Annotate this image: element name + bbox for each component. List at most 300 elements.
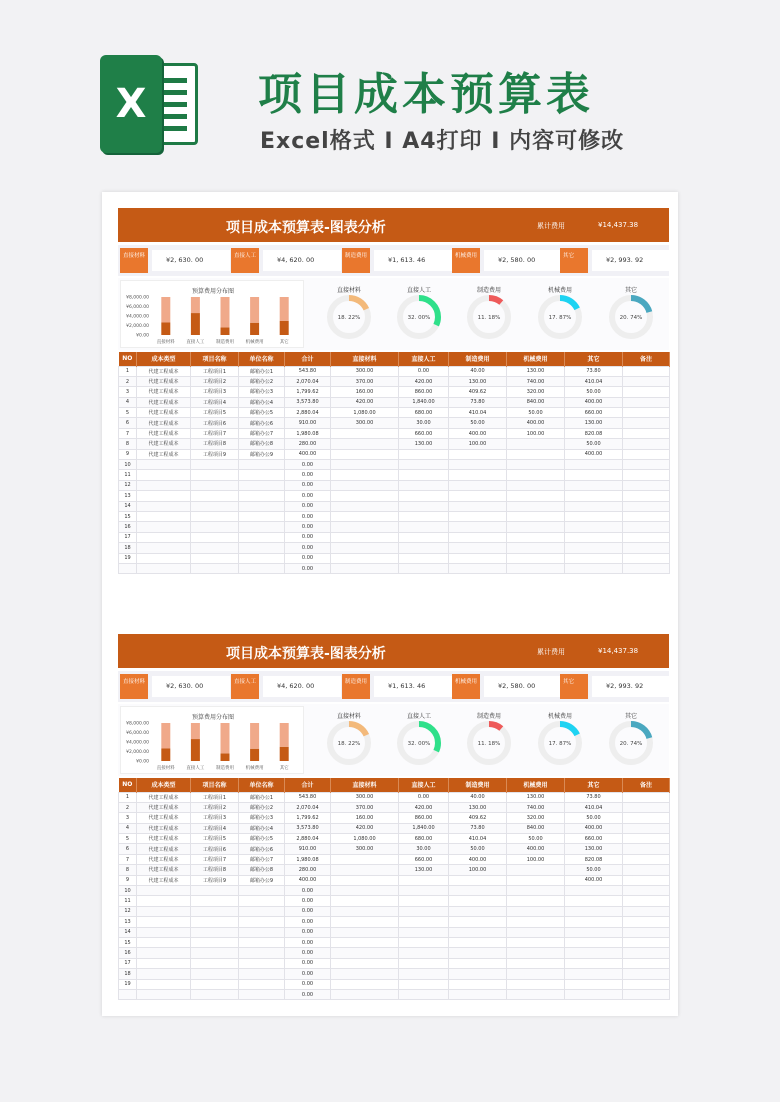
table-cell[interactable]: 17	[119, 958, 137, 968]
table-cell[interactable]: 代建工程成本	[137, 802, 191, 812]
table-cell[interactable]: 2	[119, 802, 137, 812]
table-cell[interactable]: 130.00	[449, 376, 507, 386]
table-cell[interactable]: 13	[119, 491, 137, 501]
table-cell[interactable]	[331, 449, 399, 459]
table-cell[interactable]: 工程项目7	[191, 428, 239, 438]
table-cell[interactable]	[507, 522, 565, 532]
table-cell[interactable]	[239, 491, 285, 501]
table-cell[interactable]	[239, 511, 285, 521]
table-cell[interactable]	[623, 387, 670, 397]
table-cell[interactable]	[239, 563, 285, 573]
table-cell[interactable]	[331, 886, 399, 896]
table-cell[interactable]: 1,799.62	[285, 387, 331, 397]
table-cell[interactable]	[565, 989, 623, 999]
table-cell[interactable]	[623, 470, 670, 480]
table-cell[interactable]: 400.00	[565, 449, 623, 459]
table-cell[interactable]	[331, 927, 399, 937]
table-cell[interactable]: 130.00	[399, 439, 449, 449]
table-cell[interactable]: 30.00	[399, 418, 449, 428]
table-cell[interactable]: 660.00	[565, 834, 623, 844]
table-cell[interactable]: 工程项目4	[191, 823, 239, 833]
table-cell[interactable]: 0.00	[285, 989, 331, 999]
table-cell[interactable]	[507, 865, 565, 875]
table-cell[interactable]: 8	[119, 439, 137, 449]
table-cell[interactable]: 910.00	[285, 418, 331, 428]
table-cell[interactable]	[137, 969, 191, 979]
table-cell[interactable]	[623, 501, 670, 511]
table-cell[interactable]	[507, 532, 565, 542]
table-cell[interactable]: 0.00	[285, 937, 331, 947]
table-cell[interactable]: 0.00	[285, 491, 331, 501]
table-cell[interactable]: 660.00	[399, 428, 449, 438]
table-cell[interactable]: 邮箱办公8	[239, 439, 285, 449]
table-cell[interactable]: 邮箱办公6	[239, 418, 285, 428]
table-cell[interactable]	[565, 917, 623, 927]
table-cell[interactable]: 130.00	[399, 865, 449, 875]
table-cell[interactable]: 130.00	[565, 844, 623, 854]
table-cell[interactable]	[137, 948, 191, 958]
table-cell[interactable]	[449, 460, 507, 470]
table-cell[interactable]	[449, 449, 507, 459]
table-cell[interactable]	[507, 511, 565, 521]
table-cell[interactable]	[399, 906, 449, 916]
table-cell[interactable]	[507, 439, 565, 449]
table-cell[interactable]	[399, 470, 449, 480]
table-cell[interactable]	[623, 522, 670, 532]
table-cell[interactable]: 邮箱办公9	[239, 449, 285, 459]
table-cell[interactable]	[331, 532, 399, 542]
table-cell[interactable]: 320.00	[507, 387, 565, 397]
table-cell[interactable]	[239, 896, 285, 906]
table-cell[interactable]: 邮箱办公4	[239, 397, 285, 407]
table-cell[interactable]: 0.00	[285, 906, 331, 916]
table-cell[interactable]: 840.00	[507, 397, 565, 407]
table-cell[interactable]	[399, 553, 449, 563]
table-cell[interactable]	[507, 449, 565, 459]
table-cell[interactable]	[331, 501, 399, 511]
table-cell[interactable]: 3,573.80	[285, 397, 331, 407]
table-cell[interactable]: 73.80	[449, 397, 507, 407]
table-cell[interactable]: 3	[119, 813, 137, 823]
table-cell[interactable]	[399, 948, 449, 958]
table-cell[interactable]	[449, 979, 507, 989]
table-cell[interactable]	[565, 543, 623, 553]
table-cell[interactable]	[137, 543, 191, 553]
table-cell[interactable]	[331, 958, 399, 968]
table-cell[interactable]: 邮箱办公2	[239, 802, 285, 812]
table-cell[interactable]	[191, 896, 239, 906]
table-cell[interactable]	[565, 948, 623, 958]
table-cell[interactable]: 73.80	[565, 792, 623, 802]
table-cell[interactable]	[623, 823, 670, 833]
table-cell[interactable]: 680.00	[399, 834, 449, 844]
table-cell[interactable]: 19	[119, 979, 137, 989]
table-cell[interactable]	[623, 927, 670, 937]
table-cell[interactable]: 400.00	[285, 875, 331, 885]
table-cell[interactable]: 工程项目7	[191, 854, 239, 864]
table-cell[interactable]: 100.00	[507, 854, 565, 864]
table-cell[interactable]: 工程项目9	[191, 449, 239, 459]
table-cell[interactable]: 0.00	[285, 501, 331, 511]
table-cell[interactable]: 40.00	[449, 792, 507, 802]
table-cell[interactable]	[507, 470, 565, 480]
table-cell[interactable]: 1,840.00	[399, 397, 449, 407]
table-cell[interactable]	[399, 522, 449, 532]
table-cell[interactable]	[623, 480, 670, 490]
table-cell[interactable]	[399, 979, 449, 989]
table-cell[interactable]	[623, 969, 670, 979]
table-cell[interactable]: 410.04	[449, 408, 507, 418]
table-cell[interactable]: 50.00	[449, 844, 507, 854]
table-cell[interactable]: 400.00	[285, 449, 331, 459]
table-cell[interactable]	[239, 927, 285, 937]
table-cell[interactable]: 17	[119, 532, 137, 542]
table-cell[interactable]: 420.00	[331, 397, 399, 407]
table-cell[interactable]	[449, 875, 507, 885]
table-cell[interactable]	[399, 532, 449, 542]
table-cell[interactable]: 1	[119, 792, 137, 802]
table-cell[interactable]	[137, 522, 191, 532]
table-cell[interactable]: 73.80	[449, 823, 507, 833]
table-cell[interactable]	[449, 543, 507, 553]
table-cell[interactable]	[623, 834, 670, 844]
table-cell[interactable]	[565, 937, 623, 947]
table-cell[interactable]: 工程项目2	[191, 802, 239, 812]
table-cell[interactable]: 0.00	[285, 886, 331, 896]
table-cell[interactable]	[449, 470, 507, 480]
table-cell[interactable]	[507, 501, 565, 511]
table-cell[interactable]: 740.00	[507, 802, 565, 812]
table-cell[interactable]: 0.00	[399, 792, 449, 802]
table-cell[interactable]	[137, 927, 191, 937]
table-cell[interactable]: 840.00	[507, 823, 565, 833]
table-cell[interactable]	[623, 989, 670, 999]
table-cell[interactable]	[565, 532, 623, 542]
table-cell[interactable]: 410.04	[565, 802, 623, 812]
table-cell[interactable]: 1,080.00	[331, 834, 399, 844]
table-cell[interactable]	[331, 865, 399, 875]
table-cell[interactable]: 543.80	[285, 792, 331, 802]
table-cell[interactable]	[623, 813, 670, 823]
table-cell[interactable]: 邮箱办公1	[239, 366, 285, 376]
table-cell[interactable]	[623, 511, 670, 521]
table-cell[interactable]	[137, 979, 191, 989]
table-cell[interactable]	[623, 917, 670, 927]
table-cell[interactable]: 邮箱办公5	[239, 834, 285, 844]
table-cell[interactable]: 320.00	[507, 813, 565, 823]
table-cell[interactable]: 0.00	[285, 553, 331, 563]
table-cell[interactable]	[137, 886, 191, 896]
table-cell[interactable]: 邮箱办公1	[239, 792, 285, 802]
table-cell[interactable]: 7	[119, 854, 137, 864]
table-cell[interactable]: 400.00	[565, 875, 623, 885]
table-cell[interactable]: 130.00	[565, 418, 623, 428]
table-cell[interactable]	[191, 989, 239, 999]
table-cell[interactable]: 130.00	[507, 792, 565, 802]
table-cell[interactable]: 543.80	[285, 366, 331, 376]
table-cell[interactable]: 409.62	[449, 813, 507, 823]
table-cell[interactable]	[239, 948, 285, 958]
table-cell[interactable]	[623, 491, 670, 501]
table-cell[interactable]: 1,799.62	[285, 813, 331, 823]
table-cell[interactable]	[399, 543, 449, 553]
table-cell[interactable]	[623, 408, 670, 418]
table-cell[interactable]	[507, 958, 565, 968]
table-cell[interactable]	[449, 937, 507, 947]
table-cell[interactable]	[449, 532, 507, 542]
table-cell[interactable]: 300.00	[331, 792, 399, 802]
table-cell[interactable]: 代建工程成本	[137, 875, 191, 885]
table-cell[interactable]: 11	[119, 896, 137, 906]
table-cell[interactable]: 13	[119, 917, 137, 927]
table-cell[interactable]: 1,840.00	[399, 823, 449, 833]
table-cell[interactable]: 工程项目3	[191, 813, 239, 823]
table-cell[interactable]	[331, 937, 399, 947]
table-cell[interactable]	[331, 543, 399, 553]
table-cell[interactable]	[137, 906, 191, 916]
table-cell[interactable]: 工程项目6	[191, 418, 239, 428]
table-cell[interactable]	[623, 553, 670, 563]
table-cell[interactable]	[507, 906, 565, 916]
table-cell[interactable]	[191, 948, 239, 958]
table-cell[interactable]	[507, 969, 565, 979]
table-cell[interactable]	[449, 948, 507, 958]
table-cell[interactable]: 2,880.04	[285, 834, 331, 844]
table-cell[interactable]	[191, 917, 239, 927]
table-cell[interactable]	[399, 449, 449, 459]
table-cell[interactable]	[507, 927, 565, 937]
table-cell[interactable]	[623, 896, 670, 906]
table-cell[interactable]: 280.00	[285, 439, 331, 449]
table-cell[interactable]	[623, 792, 670, 802]
table-cell[interactable]: 1,980.08	[285, 428, 331, 438]
table-cell[interactable]: 50.00	[565, 813, 623, 823]
table-cell[interactable]: 400.00	[507, 844, 565, 854]
table-cell[interactable]	[449, 886, 507, 896]
table-cell[interactable]: 9	[119, 875, 137, 885]
table-cell[interactable]	[239, 886, 285, 896]
table-cell[interactable]: 工程项目3	[191, 387, 239, 397]
table-cell[interactable]: 0.00	[285, 511, 331, 521]
table-cell[interactable]: 410.04	[565, 376, 623, 386]
table-cell[interactable]	[449, 969, 507, 979]
table-cell[interactable]: 12	[119, 480, 137, 490]
table-cell[interactable]: 工程项目5	[191, 834, 239, 844]
table-cell[interactable]	[507, 948, 565, 958]
table-cell[interactable]	[191, 937, 239, 947]
table-cell[interactable]: 100.00	[449, 865, 507, 875]
table-cell[interactable]	[449, 511, 507, 521]
table-cell[interactable]: 代建工程成本	[137, 792, 191, 802]
table-cell[interactable]: 409.62	[449, 387, 507, 397]
table-cell[interactable]: 14	[119, 501, 137, 511]
table-cell[interactable]	[507, 896, 565, 906]
table-cell[interactable]	[449, 491, 507, 501]
table-cell[interactable]	[137, 563, 191, 573]
table-cell[interactable]: 910.00	[285, 844, 331, 854]
table-cell[interactable]: 10	[119, 886, 137, 896]
table-cell[interactable]	[623, 532, 670, 542]
table-cell[interactable]	[507, 875, 565, 885]
table-cell[interactable]: 73.80	[565, 366, 623, 376]
table-cell[interactable]: 邮箱办公7	[239, 428, 285, 438]
table-cell[interactable]	[191, 522, 239, 532]
table-cell[interactable]	[331, 854, 399, 864]
table-cell[interactable]	[239, 979, 285, 989]
table-cell[interactable]: 9	[119, 449, 137, 459]
table-cell[interactable]: 代建工程成本	[137, 823, 191, 833]
table-cell[interactable]	[623, 376, 670, 386]
table-cell[interactable]	[239, 460, 285, 470]
table-cell[interactable]	[399, 480, 449, 490]
table-cell[interactable]: 工程项目9	[191, 875, 239, 885]
table-cell[interactable]: 50.00	[507, 834, 565, 844]
table-cell[interactable]	[507, 460, 565, 470]
table-cell[interactable]: 代建工程成本	[137, 834, 191, 844]
table-cell[interactable]	[191, 927, 239, 937]
table-cell[interactable]	[191, 563, 239, 573]
table-cell[interactable]	[507, 989, 565, 999]
table-cell[interactable]	[239, 532, 285, 542]
table-cell[interactable]: 工程项目2	[191, 376, 239, 386]
table-cell[interactable]: 420.00	[399, 802, 449, 812]
table-cell[interactable]	[449, 917, 507, 927]
table-cell[interactable]	[623, 906, 670, 916]
table-cell[interactable]	[239, 958, 285, 968]
table-cell[interactable]	[239, 522, 285, 532]
table-cell[interactable]: 工程项目4	[191, 397, 239, 407]
table-cell[interactable]	[239, 543, 285, 553]
table-cell[interactable]: 0.00	[285, 460, 331, 470]
table-cell[interactable]: 5	[119, 408, 137, 418]
table-cell[interactable]	[399, 460, 449, 470]
table-cell[interactable]: 16	[119, 948, 137, 958]
table-cell[interactable]	[191, 553, 239, 563]
table-cell[interactable]: 邮箱办公7	[239, 854, 285, 864]
table-cell[interactable]	[239, 906, 285, 916]
table-cell[interactable]: 工程项目8	[191, 865, 239, 875]
table-cell[interactable]: 0.00	[285, 927, 331, 937]
table-cell[interactable]: 8	[119, 865, 137, 875]
table-cell[interactable]	[331, 428, 399, 438]
table-cell[interactable]: 0.00	[285, 543, 331, 553]
table-cell[interactable]	[449, 958, 507, 968]
table-cell[interactable]	[507, 553, 565, 563]
table-cell[interactable]	[331, 896, 399, 906]
table-cell[interactable]	[191, 480, 239, 490]
table-cell[interactable]	[331, 875, 399, 885]
table-cell[interactable]	[191, 906, 239, 916]
table-cell[interactable]	[331, 470, 399, 480]
table-cell[interactable]	[565, 979, 623, 989]
table-cell[interactable]	[399, 491, 449, 501]
table-cell[interactable]	[191, 969, 239, 979]
table-cell[interactable]	[399, 896, 449, 906]
table-cell[interactable]: 680.00	[399, 408, 449, 418]
table-cell[interactable]	[239, 969, 285, 979]
table-cell[interactable]: 660.00	[399, 854, 449, 864]
table-cell[interactable]: 12	[119, 906, 137, 916]
table-cell[interactable]	[137, 511, 191, 521]
table-cell[interactable]: 邮箱办公6	[239, 844, 285, 854]
table-cell[interactable]	[191, 501, 239, 511]
table-cell[interactable]: 0.00	[285, 470, 331, 480]
table-cell[interactable]: 420.00	[331, 823, 399, 833]
table-cell[interactable]	[623, 958, 670, 968]
table-cell[interactable]	[449, 522, 507, 532]
table-cell[interactable]	[399, 927, 449, 937]
table-cell[interactable]: 50.00	[565, 387, 623, 397]
table-cell[interactable]: 7	[119, 428, 137, 438]
table-cell[interactable]: 1,080.00	[331, 408, 399, 418]
table-cell[interactable]: 100.00	[449, 439, 507, 449]
table-cell[interactable]	[565, 958, 623, 968]
table-cell[interactable]	[449, 553, 507, 563]
table-cell[interactable]	[399, 501, 449, 511]
table-cell[interactable]: 50.00	[565, 439, 623, 449]
table-cell[interactable]	[137, 532, 191, 542]
table-cell[interactable]: 代建工程成本	[137, 844, 191, 854]
table-cell[interactable]: 0.00	[285, 969, 331, 979]
table-cell[interactable]: 14	[119, 927, 137, 937]
table-cell[interactable]	[137, 480, 191, 490]
table-cell[interactable]: 50.00	[565, 865, 623, 875]
table-cell[interactable]: 邮箱办公3	[239, 387, 285, 397]
table-cell[interactable]: 4	[119, 823, 137, 833]
table-cell[interactable]	[239, 937, 285, 947]
table-cell[interactable]	[331, 439, 399, 449]
table-cell[interactable]	[239, 917, 285, 927]
table-cell[interactable]	[399, 511, 449, 521]
table-cell[interactable]: 400.00	[565, 823, 623, 833]
table-cell[interactable]	[399, 989, 449, 999]
table-cell[interactable]: 6	[119, 844, 137, 854]
table-cell[interactable]	[331, 989, 399, 999]
table-cell[interactable]	[449, 989, 507, 999]
table-cell[interactable]	[331, 906, 399, 916]
table-cell[interactable]: 0.00	[399, 366, 449, 376]
table-cell[interactable]	[331, 460, 399, 470]
table-cell[interactable]	[399, 886, 449, 896]
table-cell[interactable]: 300.00	[331, 418, 399, 428]
table-cell[interactable]: 19	[119, 553, 137, 563]
table-cell[interactable]	[565, 522, 623, 532]
table-cell[interactable]: 420.00	[399, 376, 449, 386]
table-cell[interactable]: 50.00	[449, 418, 507, 428]
table-cell[interactable]	[507, 979, 565, 989]
table-cell[interactable]: 2,880.04	[285, 408, 331, 418]
table-cell[interactable]	[623, 366, 670, 376]
table-cell[interactable]	[191, 491, 239, 501]
table-cell[interactable]	[191, 958, 239, 968]
table-cell[interactable]: 邮箱办公5	[239, 408, 285, 418]
table-cell[interactable]	[331, 480, 399, 490]
table-cell[interactable]: 300.00	[331, 844, 399, 854]
table-cell[interactable]: 0.00	[285, 522, 331, 532]
table-cell[interactable]: 11	[119, 470, 137, 480]
table-cell[interactable]	[191, 543, 239, 553]
table-cell[interactable]: 160.00	[331, 813, 399, 823]
table-cell[interactable]: 400.00	[449, 428, 507, 438]
table-cell[interactable]: 860.00	[399, 813, 449, 823]
table-cell[interactable]: 40.00	[449, 366, 507, 376]
table-cell[interactable]	[623, 418, 670, 428]
table-cell[interactable]	[137, 937, 191, 947]
table-cell[interactable]	[565, 491, 623, 501]
table-cell[interactable]: 3,573.80	[285, 823, 331, 833]
table-cell[interactable]: 工程项目5	[191, 408, 239, 418]
table-cell[interactable]	[239, 501, 285, 511]
